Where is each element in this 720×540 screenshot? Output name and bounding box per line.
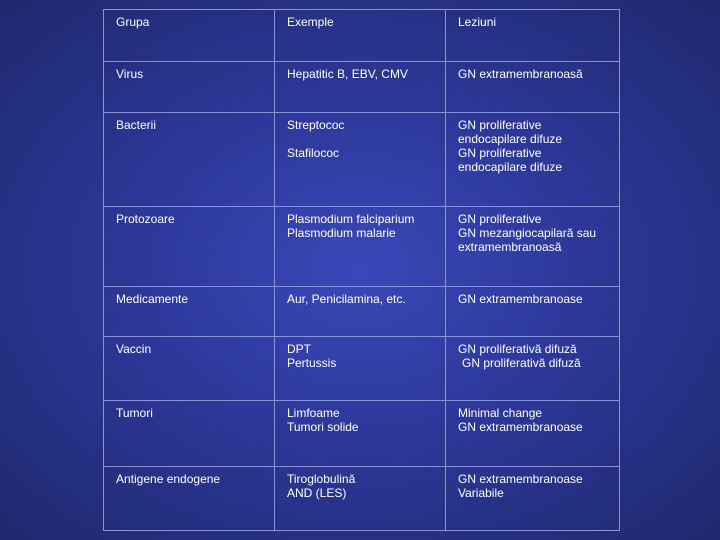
table-row (104, 401, 620, 467)
cell-group: Vaccin (104, 337, 275, 401)
cell-lesions: GN extramembranoasă (446, 62, 620, 113)
cell-examples: Streptococ Stafilococ (275, 113, 446, 207)
cell-lesions: GN proliferative GN mezangiocapilară sau extramembranoasă (446, 207, 620, 287)
cell-examples: Limfoame Tumori solide (275, 401, 446, 467)
table-row (104, 287, 620, 337)
cell-group: Antigene endogene (104, 467, 275, 531)
etiology-table (103, 9, 620, 531)
table-row (104, 467, 620, 531)
table-row (104, 337, 620, 401)
cell-examples: DPT Pertussis (275, 337, 446, 401)
header-leziuni: Leziuni (446, 10, 620, 62)
table-row (104, 62, 620, 113)
cell-group: Tumori (104, 401, 275, 467)
cell-lesions: GN extramembranoase (446, 287, 620, 337)
cell-lesions: GN extramembranoase Variabile (446, 467, 620, 531)
cell-group: Protozoare (104, 207, 275, 287)
table-header-row (104, 10, 620, 62)
cell-group: Medicamente (104, 287, 275, 337)
header-grupa: Grupa (104, 10, 275, 62)
cell-examples: Aur, Penicilamina, etc. (275, 287, 446, 337)
table-row (104, 207, 620, 287)
cell-examples: Tiroglobulină AND (LES) (275, 467, 446, 531)
cell-examples: Plasmodium falciparium Plasmodium malarie (275, 207, 446, 287)
cell-lesions: Minimal change GN extramembranoase (446, 401, 620, 467)
header-exemple: Exemple (275, 10, 446, 62)
cell-group: Virus (104, 62, 275, 113)
cell-lesions: GN proliferativă difuză GN proliferativă difuză (446, 337, 620, 401)
cell-examples: Hepatitic B, EBV, CMV (275, 62, 446, 113)
cell-group: Bacterii (104, 113, 275, 207)
table-row (104, 113, 620, 207)
cell-lesions: GN proliferative endocapilare difuze GN proliferative endocapilare difuze (446, 113, 620, 207)
